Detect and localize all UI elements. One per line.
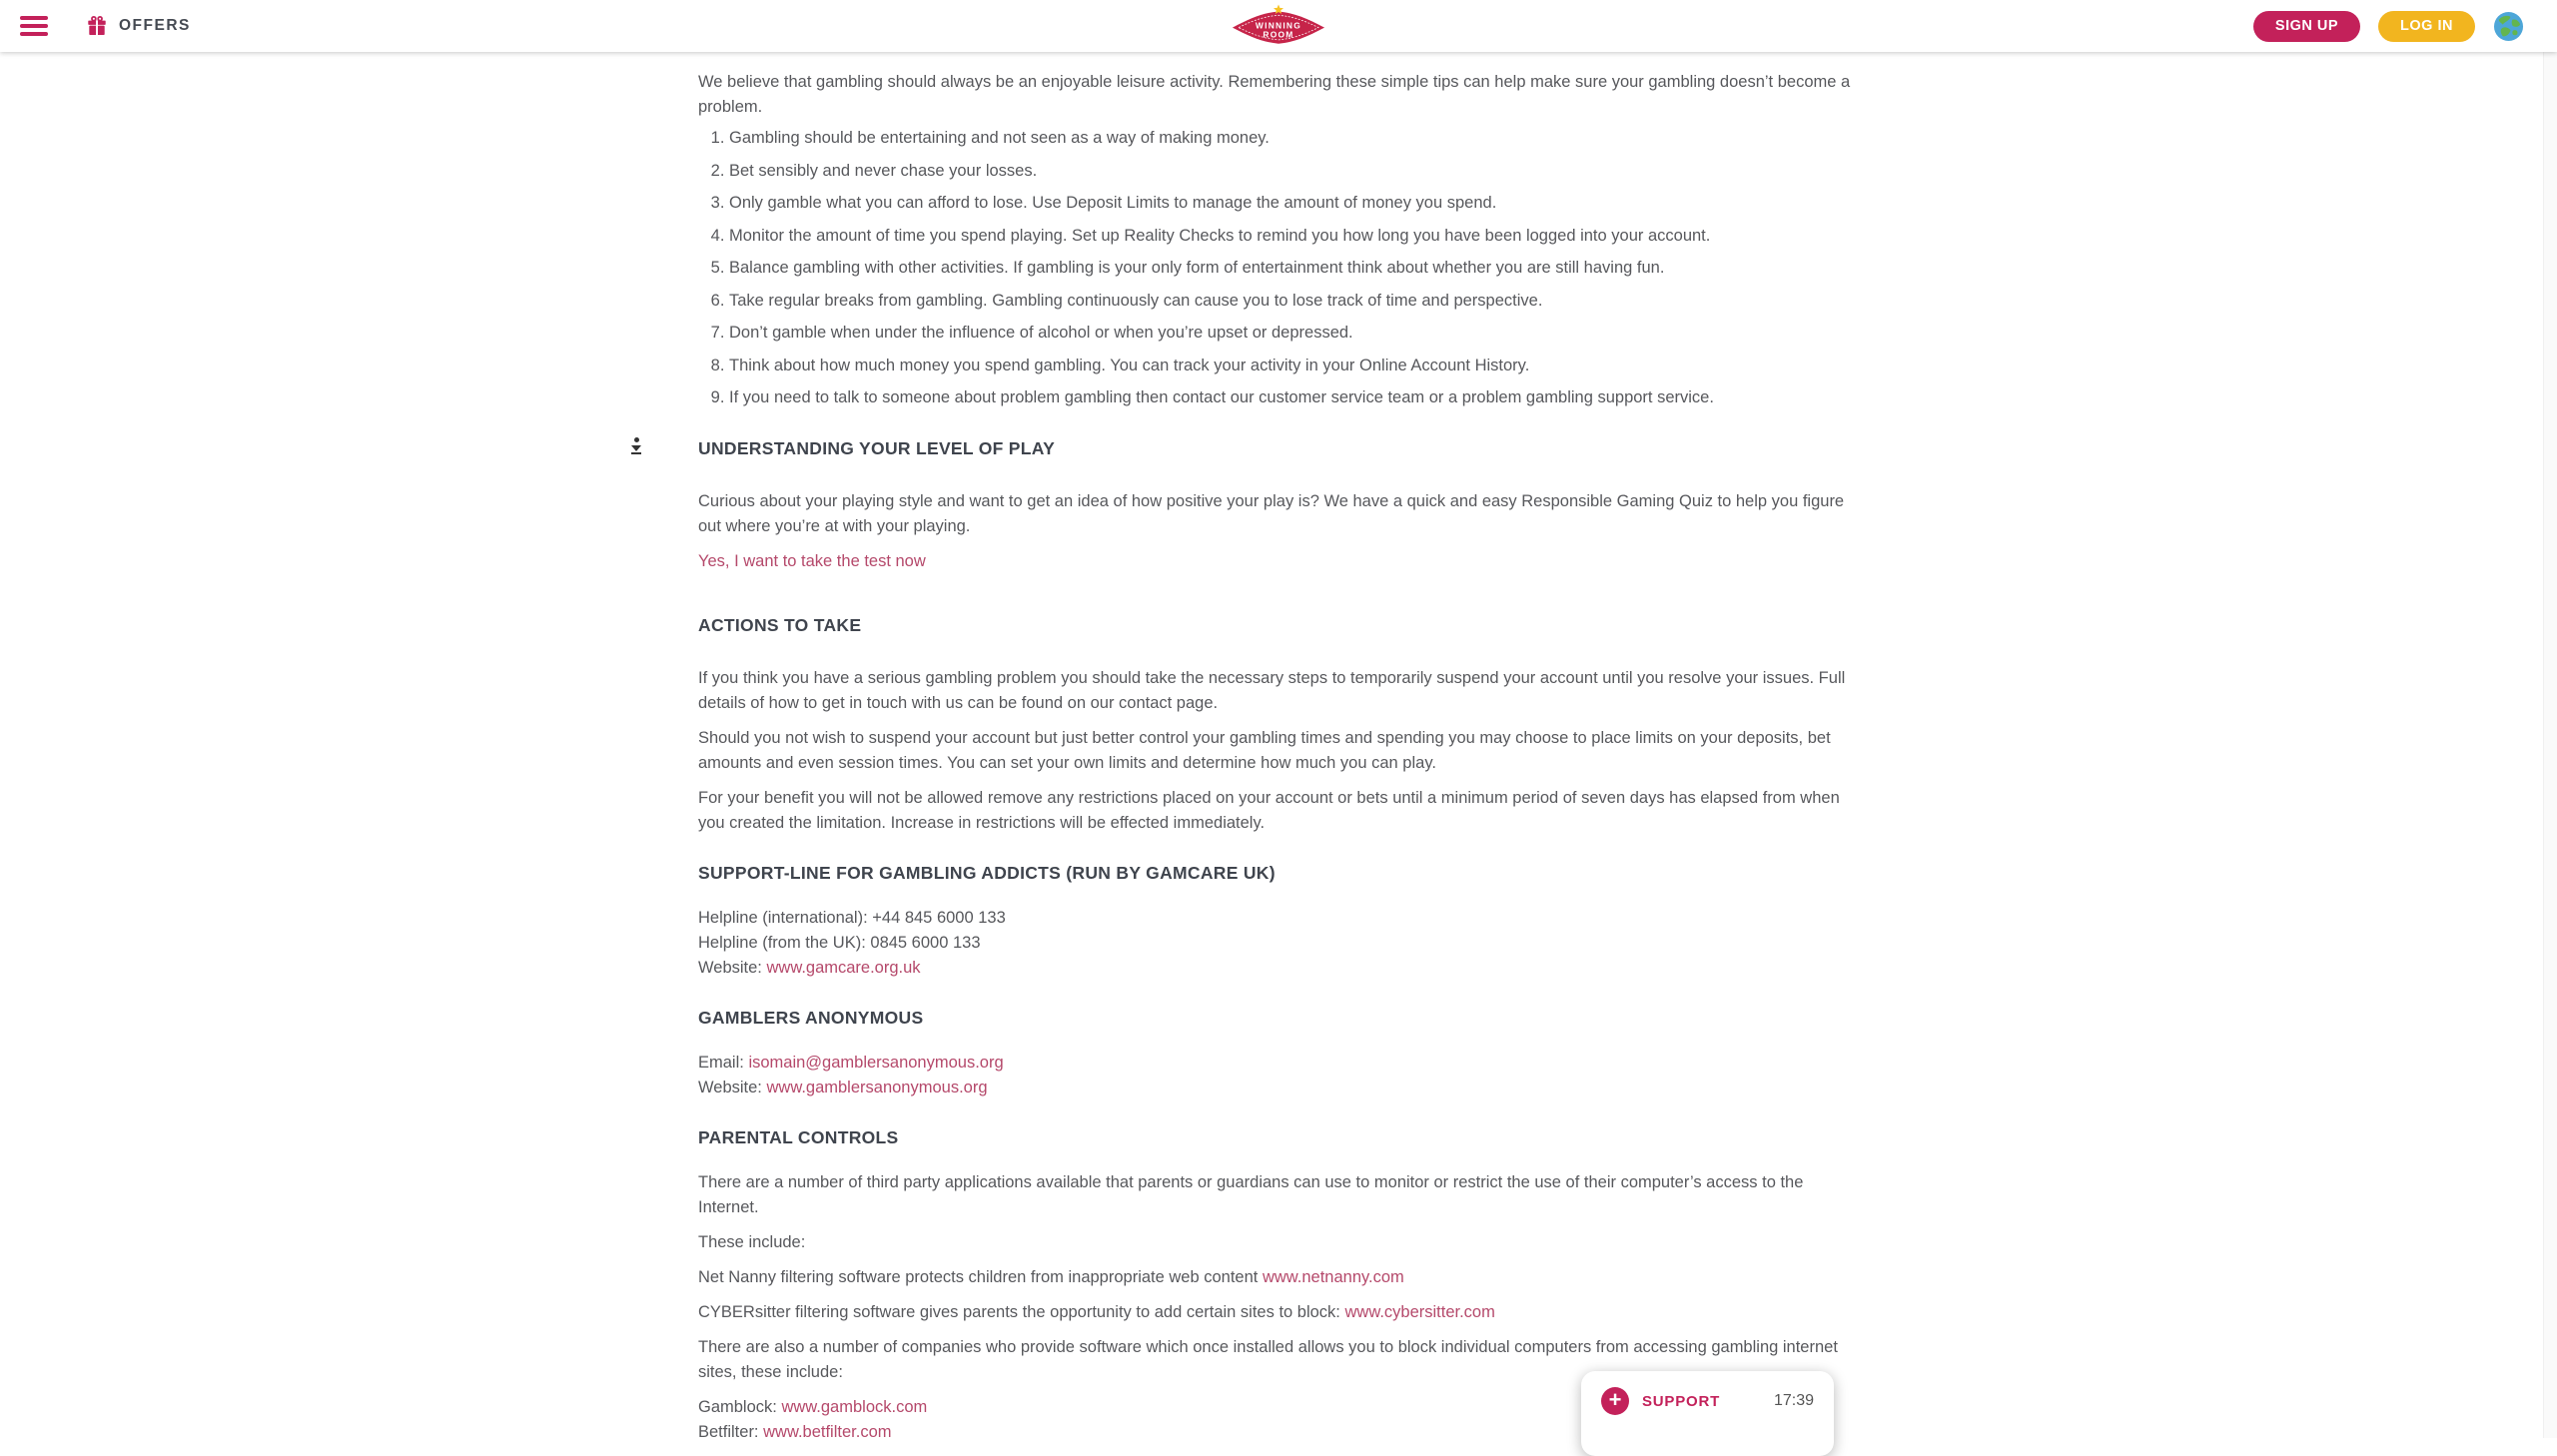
netnanny-line	[698, 1265, 1853, 1290]
cybersitter-line	[698, 1300, 1853, 1325]
netnanny-text: Net Nanny filtering software protects children from inappropriate web content	[698, 1268, 1263, 1286]
these-include-line: These include:	[698, 1233, 806, 1251]
logo-line2: ROOM	[1263, 29, 1294, 40]
ga-website-line	[698, 1076, 1853, 1100]
autoscroll-origin-icon	[629, 437, 643, 454]
offers-label: OFFERS	[119, 17, 191, 34]
logo-line1: WINNING	[1255, 20, 1302, 31]
tip-item: 8. Think about how much money you spend gambling. You can track your activity in your Online Account History.	[729, 356, 1853, 375]
netnanny-link[interactable]: www.netnanny.com	[1262, 1268, 1404, 1286]
tip-item: 5. Balance gambling with other activities. If gambling is your only form of entertainment think about whether you are still having fun.	[729, 258, 1853, 278]
tip-item: 4. Monitor the amount of time you spend playing. Set up Reality Checks to remind you how long you have been logged into your account.	[729, 226, 1853, 246]
website-label: Website:	[698, 1079, 767, 1096]
tip-item: 3. Only gamble what you can afford to lose. Use Deposit Limits to manage the amount of money you spend.	[729, 193, 1853, 213]
cybersitter-text: CYBERsitter filtering software gives parents the opportunity to add certain sites to block:	[698, 1303, 1345, 1321]
actions-paragraph: If you think you have a serious gambling problem you should take the necessary steps to temporarily suspend your account until you resolve your issues. Full details of how to get in touch with us can be found on our contact page.	[698, 669, 1846, 712]
ga-email-link[interactable]: isomain@gamblersanonymous.org	[748, 1054, 1004, 1072]
support-widget[interactable]	[1581, 1371, 1834, 1456]
tip-item: 7. Don’t gamble when under the influence of alcohol or when you’re upset or depressed.	[729, 323, 1853, 343]
support-plus-icon: +	[1601, 1387, 1629, 1415]
tip-item: 2. Bet sensibly and never chase your losses.	[729, 161, 1853, 181]
page-scrollbar[interactable]	[2543, 52, 2557, 1438]
betfilter-link[interactable]: www.betfilter.com	[763, 1423, 892, 1441]
cybersitter-link[interactable]: www.cybersitter.com	[1344, 1303, 1495, 1321]
gamcare-website-line	[698, 956, 1853, 981]
supportline-heading: SUPPORT-LINE FOR GAMBLING ADDICTS (RUN BY GAMCARE UK)	[698, 863, 1276, 883]
ga-email-line	[698, 1051, 1853, 1076]
helpline-international: Helpline (international): +44 845 6000 133	[698, 909, 1006, 927]
take-test-link[interactable]: Yes, I want to take the test now	[698, 552, 926, 570]
quiz-link-line	[698, 549, 1853, 574]
parental-controls-heading: PARENTAL CONTROLS	[698, 1127, 899, 1147]
actions-paragraph: For your benefit you will not be allowed remove any restrictions placed on your account or bets until a minimum period of seven days has elapsed from when you created the limitation. Increase in restrictions will be effected immediately.	[698, 789, 1840, 832]
understanding-paragraph: Curious about your playing style and want to get an idea of how positive your play is? We have a quick and easy Responsible Gaming Quiz to help you figure out where you’re at with your playing.	[698, 492, 1845, 535]
gamblers-anonymous-block	[698, 1051, 1853, 1100]
top-header	[0, 0, 2557, 52]
gamblers-anonymous-heading: GAMBLERS ANONYMOUS	[698, 1008, 924, 1028]
winningroom-logo-icon	[1229, 3, 1328, 46]
globe-icon	[2493, 11, 2524, 42]
hamburger-menu-icon[interactable]	[20, 16, 48, 36]
actions-heading: ACTIONS TO TAKE	[698, 615, 862, 635]
tip-item: 6. Take regular breaks from gambling. Gambling continuously can cause you to lose track of time and perspective.	[729, 291, 1853, 311]
language-selector-button[interactable]	[2493, 11, 2524, 42]
ga-website-link[interactable]: www.gamblersanonymous.org	[766, 1079, 988, 1096]
gamcare-website-link[interactable]: www.gamcare.org.uk	[766, 959, 921, 977]
log-in-button[interactable]: LOG IN	[2378, 11, 2475, 42]
actions-paragraph: Should you not wish to suspend your account but just better control your gambling times and spending you may choose to place limits on your deposits, bet amounts and even session times. You can set your own limits and determine how much you can play.	[698, 729, 1831, 772]
helpline-block	[698, 906, 1853, 981]
winningroom-logo[interactable]	[1229, 3, 1328, 46]
understanding-heading: UNDERSTANDING YOUR LEVEL OF PLAY	[698, 438, 1056, 458]
tip-item: 1. Gambling should be entertaining and not seen as a way of making money.	[729, 128, 1853, 148]
gamblock-label: Gamblock:	[698, 1398, 782, 1416]
support-label: SUPPORT	[1642, 1392, 1721, 1410]
betfilter-label: Betfilter:	[698, 1423, 764, 1441]
tip-item: 9. If you need to talk to someone about problem gambling then contact our customer service team or a problem gambling support service.	[729, 387, 1853, 407]
website-label: Website:	[698, 959, 767, 977]
blocking-software-paragraph: There are also a number of companies who provide software which once installed allows you to block individual computers from accessing gambling internet sites, these include:	[698, 1338, 1838, 1381]
gambling-tips-list	[698, 128, 1853, 407]
gamblock-link[interactable]: www.gamblock.com	[781, 1398, 928, 1416]
helpline-uk: Helpline (from the UK): 0845 6000 133	[698, 934, 981, 952]
support-time: 17:39	[1773, 1392, 1814, 1409]
gift-icon	[86, 15, 108, 37]
parental-paragraph: There are a number of third party applications available that parents or guardians can use to monitor or restrict the use of their computer’s access to the Internet.	[698, 1173, 1804, 1216]
intro-paragraph: We believe that gambling should always be an enjoyable leisure activity. Remembering these simple tips can help make sure your gambling doesn’t become a problem.	[698, 73, 1851, 116]
responsible-gaming-article	[698, 70, 1853, 1445]
offers-link[interactable]	[86, 15, 191, 37]
email-label: Email:	[698, 1054, 749, 1072]
sign-up-button[interactable]: SIGN UP	[2253, 11, 2360, 42]
